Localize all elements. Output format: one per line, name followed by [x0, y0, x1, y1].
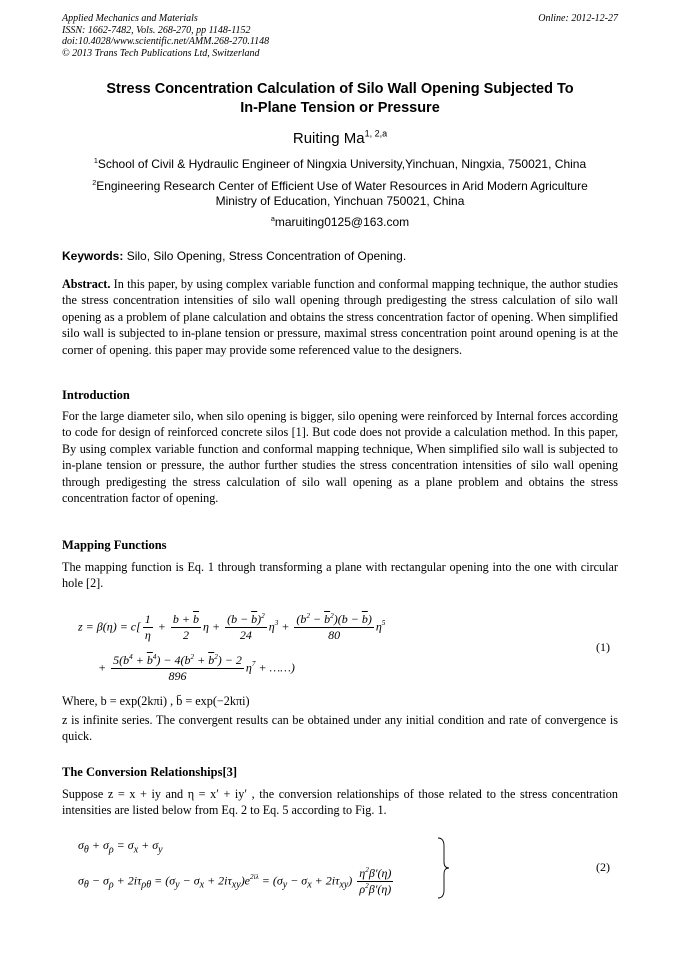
doi-line: doi:10.4028/www.scientific.net/AMM.268-270.1148 — [62, 36, 270, 47]
equation-2-number: (2) — [596, 860, 610, 874]
affiliation-1 — [62, 157, 618, 172]
journal-name: Applied Mechanics and Materials — [62, 13, 198, 24]
author-name: Ruiting Ma — [292, 130, 365, 147]
equation-2-line-1: $\sigma_\theta + \sigma_\rho = \sigma_x + \sigma_y$ — [78, 838, 163, 856]
affiliation-1-text: School of Civil & Hydraulic Engineer of Ningxia University,Yinchuan, Ningxia, 750021, China — [97, 157, 587, 171]
online-date: Online: 2012-12-27 — [538, 13, 618, 24]
abstract-text: In this paper, by using complex variable function and conformal mapping technique, the author studies the stress concentration intensities of silo wall opening through predigesting the stress calculation of silo wall opening as a problem of plane calculation and obtains the stress concentration factor of opening. When simplified silo wall is subjected to in-plane tension or pressure, maximal stress concentration point around opening is at the corner of opening. this paper may provide some referenced value to the designers. — [62, 277, 618, 357]
title-line-2: In-Plane Tension or Pressure — [240, 100, 440, 116]
affiliation-2 — [62, 179, 618, 209]
paper-title — [62, 80, 618, 118]
equation-2-line-2: $\sigma_\theta - \sigma_\rho + 2i\tau_{\rho\theta} = (\sigma_y - \sigma_x + 2i\tau_{xy})e^{2i\lambda} = (\sigma_y - \sigma_x + 2i\tau_{xy})$ $\frac{\eta^2\beta'(\eta)}{\rho^2\overline{\beta}'(\eta)}$ — [78, 865, 392, 896]
affiliation-2-line-2: Ministry of Education, Yinchuan 750021, China — [215, 194, 465, 208]
mapping-after-text: z is infinite series. The convergent results can be obtained under any initial condition and rate of convergence is quick. — [62, 713, 618, 744]
equation-1-line-2: + $\frac{5(b^4 + \overline{b}^4) - 4(b^2 + \overline{b}^2) - 2}{896}$ $\eta^7$ + ……) — [98, 652, 295, 683]
equation-2-brace — [436, 836, 450, 900]
introduction-text: For the large diameter silo, when silo opening is bigger, silo opening were reinforced by Internal forces according to code for design of reinforced concrete silos [1]. But code does not provide a calculation method. In this paper, By using complex variable function and conformal mapping technique, When simplified silo wall is subjected to in-plane tension or pressure, the author further studies the stress concentration intensities of silo wall opening through predigesting the stress calculation of silo wall opening as a plane problem and obtains the stress concentration factor of opening. — [62, 409, 618, 506]
journal-header — [62, 13, 618, 59]
keywords-label: Keywords: — [62, 249, 124, 263]
issn-line: ISSN: 1662-7482, Vols. 268-270, pp 1148-1152 — [62, 24, 251, 36]
email-line — [62, 215, 618, 230]
copyright-line: © 2013 Trans Tech Publications Ltd, Switzerland — [62, 47, 260, 59]
abstract — [62, 276, 618, 358]
mapping-heading: Mapping Functions — [62, 538, 167, 552]
conversion-text: Suppose z = x + iy and η = x′ + iy′ , the conversion relationships of those related to the stress concentration intensities are listed below from Eq. 2 to Eq. 5 according to Fig. 1. — [62, 787, 618, 818]
mapping-where: Where, b = exp(2kπi) , b̄ = exp(−2kπi) — [62, 694, 250, 708]
equation-1-number: (1) — [596, 640, 610, 654]
introduction-heading: Introduction — [62, 388, 130, 402]
email-address: maruiting0125@163.com — [274, 215, 410, 229]
mapping-text: The mapping function is Eq. 1 through transforming a plane with rectangular opening into the one with circular hole [2]. — [62, 560, 618, 591]
keywords — [62, 249, 618, 263]
abstract-label: Abstract. — [62, 277, 111, 291]
affiliation-1-sup: 1 — [93, 155, 98, 165]
keywords-text: Silo, Silo Opening, Stress Concentration of Opening. — [123, 249, 407, 263]
author-line — [62, 130, 618, 147]
equation-1-line-1: z = β(η) = c[ $\frac{1}{\eta}$ + $\frac{b + \overline{b}}{2}$ η + $\frac{(b - \overline{b})^2}{24}$ $\eta^3$ + $\frac{(b^2 - \overline{b}^2)(b - \overline{b})}{80}$ $\eta^5$ — [78, 611, 386, 642]
affiliation-2-sup: 2 — [92, 177, 97, 187]
affiliation-2-line-1: Engineering Research Center of Efficient Use of Water Resources in Arid Modern Agriculture — [96, 179, 588, 193]
conversion-heading: The Conversion Relationships[3] — [62, 765, 238, 779]
email-sup: a — [270, 213, 275, 223]
author-sup: 1, 2,a — [364, 128, 388, 139]
title-line-1: Stress Concentration Calculation of Silo Wall Opening Subjected To — [106, 81, 574, 97]
